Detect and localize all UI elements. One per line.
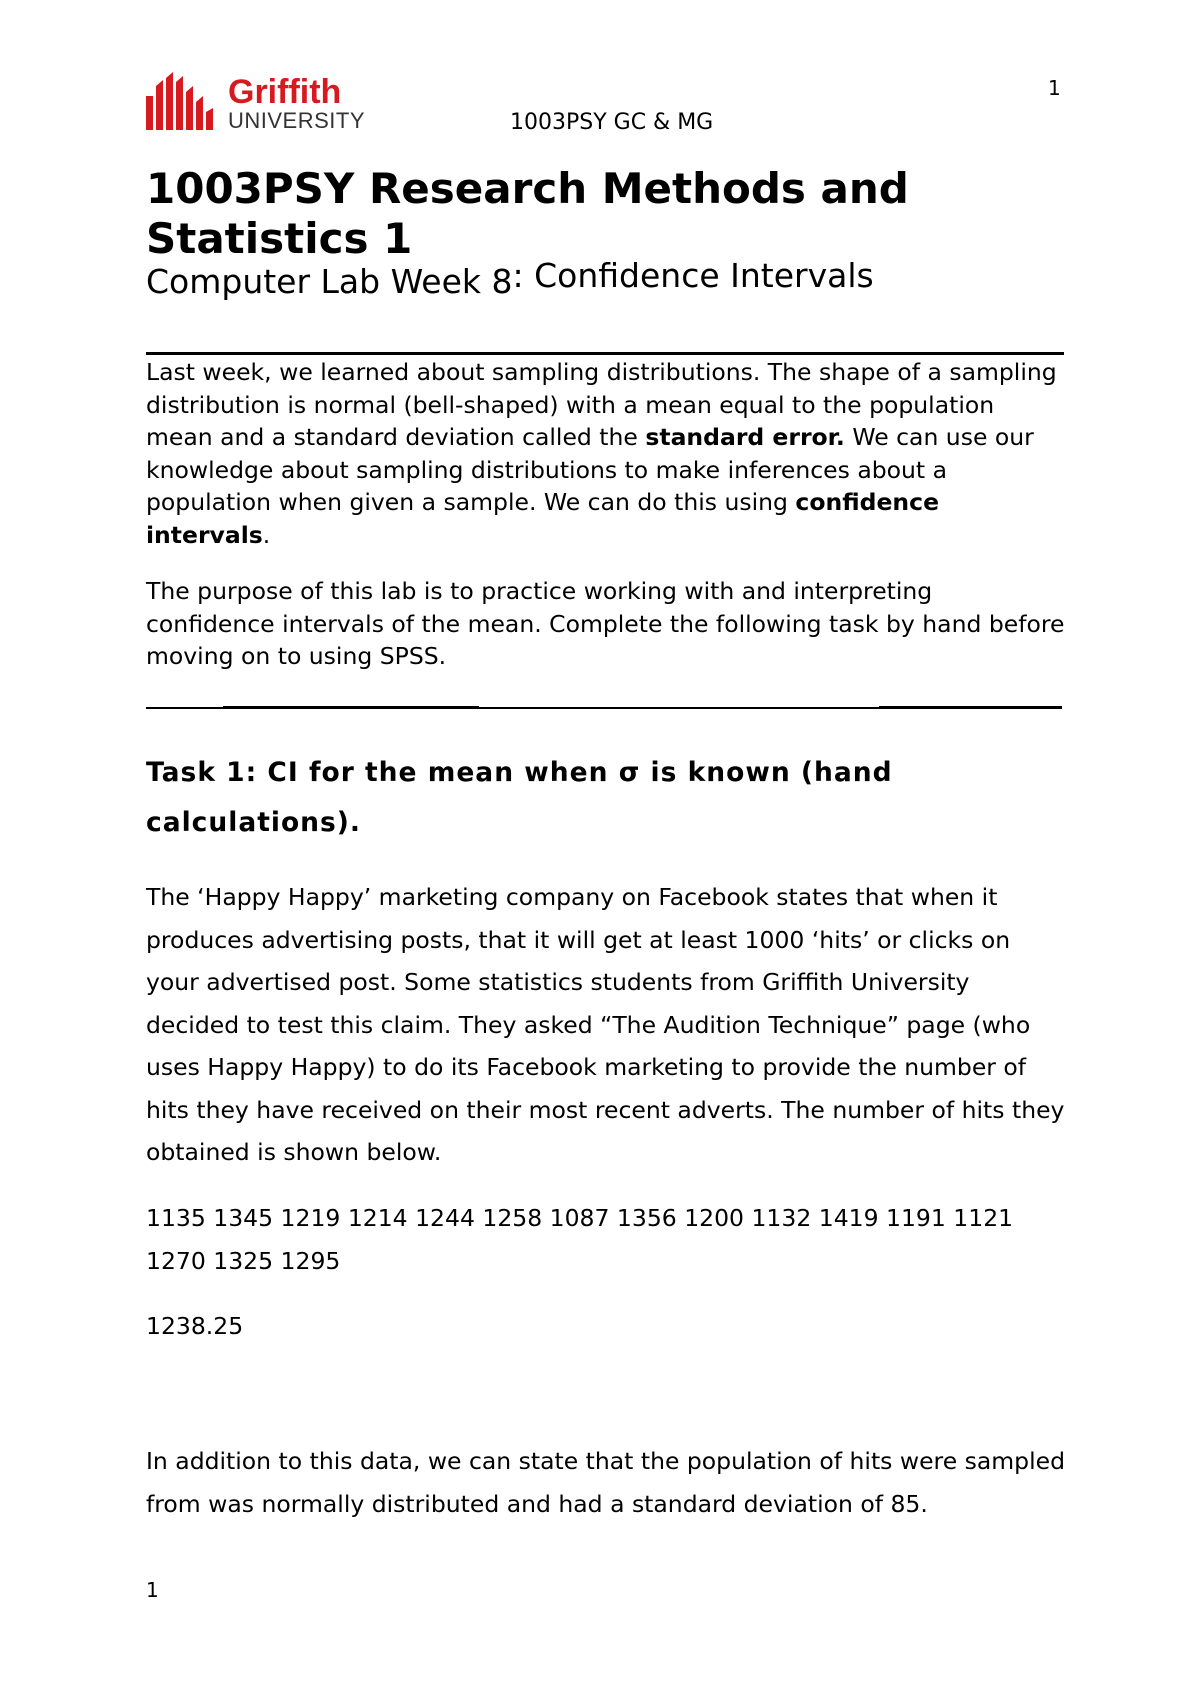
header-course-code: 1003PSY GC & MG xyxy=(510,110,714,135)
griffith-university-logo xyxy=(146,72,386,134)
task-1-paragraph: The ‘Happy Happy’ marketing company on Facebook states that when it produces advertising posts, that it will get at least 1000 ‘hits’ or clicks on your advertised post. Some statistics students from Griffith University decided to test this claim. They asked “The Audition Technique” page (who uses Happy Happy) to do its Facebook marketing to provide the number of hits they have received on their most recent adverts. The number of hits they obtained is shown below. xyxy=(146,883,1065,1166)
page-number-bottom: 1 xyxy=(146,1578,159,1602)
document-title: 1003PSY Research Methods and Statistics 1 xyxy=(146,164,909,263)
page-number-top: 1 xyxy=(1048,76,1061,100)
task-1-heading: Task 1: CI for the mean when σ is known (hand calculations). xyxy=(146,757,893,838)
hits-data-values: 1135 1345 1219 1214 1244 1258 1087 1356 1200 1132 1419 1191 1121 1270 1325 1295 xyxy=(146,1204,1014,1275)
divider-segment xyxy=(879,706,1062,709)
confidence-intervals-term: confidence intervals xyxy=(146,488,940,549)
document-subtitle xyxy=(146,256,874,301)
svg-text:Griffith: Griffith xyxy=(228,73,342,111)
svg-text:UNIVERSITY: UNIVERSITY xyxy=(228,108,366,133)
standard-error-term: standard error. xyxy=(645,423,845,451)
intro-section xyxy=(146,356,1066,697)
subtitle-part-1: Computer Lab Week 8 xyxy=(146,262,513,301)
population-info-paragraph: In addition to this data, we can state that the population of hits were sampled from was normally distributed and had a standard deviation of 85. xyxy=(146,1447,1065,1518)
intro-paragraph-1 xyxy=(146,356,1066,551)
middle-divider xyxy=(146,707,1062,709)
intro-text-a: Last week, we learned about sampling distributions. The shape of a sampling distribution is normal (bell-shaped) with a mean equal to the population mean and a standard deviation called the xyxy=(146,358,1057,451)
intro-text-c: We can use our knowledge about sampling distributions to make inferences about a population when given a sample. We can do this using xyxy=(146,423,1034,516)
sample-mean-value: 1238.25 xyxy=(146,1312,244,1340)
intro-paragraph-2: The purpose of this lab is to practice working with and interpreting confidence intervals of the mean. Complete the following task by hand before moving on to using SPSS. xyxy=(146,577,1065,670)
subtitle-part-2: : Confidence Intervals xyxy=(512,256,874,295)
divider-segment xyxy=(223,706,479,709)
intro-text-e: . xyxy=(262,520,271,549)
top-divider xyxy=(146,352,1064,355)
